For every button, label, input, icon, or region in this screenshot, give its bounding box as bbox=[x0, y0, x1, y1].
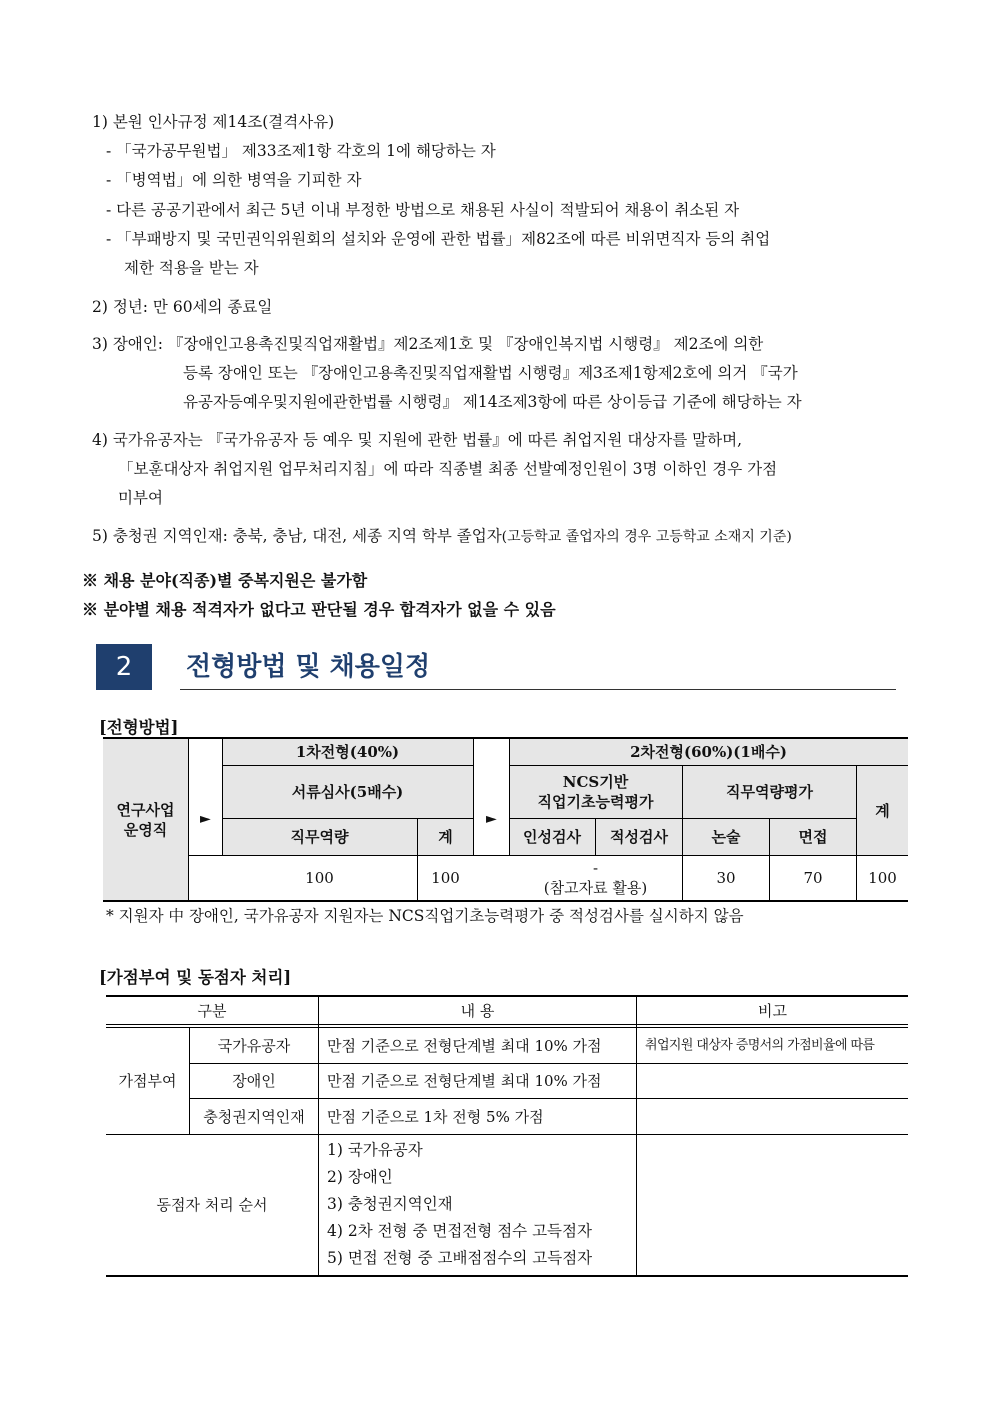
bonus-header-content: 내 용 bbox=[460, 1001, 495, 1020]
rule bbox=[106, 1024, 908, 1025]
bonus-cat-disabled: 장애인 bbox=[232, 1072, 276, 1090]
bonus-content-regional: 만점 기준으로 1차 전형 5% 가점 bbox=[327, 1107, 544, 1126]
bonus-header-category: 구분 bbox=[197, 1001, 227, 1020]
comp-interview: 면접 bbox=[798, 828, 828, 846]
comp-interview-value: 70 bbox=[803, 869, 823, 887]
stage1-col-competency: 직무역량 bbox=[290, 828, 349, 846]
tie-break-label: 동점자 처리 순서 bbox=[156, 1196, 268, 1214]
ncs-title: NCS기반 직업기초능력평가 bbox=[537, 773, 654, 811]
criteria-item-4-cont: 「보훈대상자 취업지원 업무처리지침」에 따라 직종별 최종 선발예정인원이 3명 이하인 경우 가점 bbox=[118, 460, 778, 478]
criteria-item-3: 3) 장애인: 『장애인고용촉진및직업재활법』제2조제1호 및 『장애인복지법 시행령』 제2조에 의한 bbox=[92, 335, 764, 353]
tie-item: 3) 충청권지역인재 bbox=[327, 1195, 453, 1213]
stage1-val-total: 100 bbox=[431, 869, 460, 887]
criteria-bullet-cont: 제한 적용을 받는 자 bbox=[124, 259, 259, 277]
ncs-personality: 인성검사 bbox=[523, 828, 581, 846]
note-duplicate: ※ 채용 분야(직종)별 중복지원은 불가함 bbox=[82, 571, 368, 590]
comp-essay-value: 30 bbox=[716, 869, 736, 887]
table-bottom-rule bbox=[106, 1275, 908, 1277]
ncs-value: - (참고자료 활용) bbox=[543, 859, 648, 897]
table-bottom-rule bbox=[103, 900, 908, 902]
criteria-bullet: - 다른 공공기관에서 최근 5년 이내 부정한 방법으로 채용된 사실이 적발되어 채용이 취소된 자 bbox=[106, 201, 740, 219]
tie-item: 1) 국가유공자 bbox=[327, 1141, 423, 1159]
criteria-item-5 bbox=[92, 526, 792, 547]
criteria-bullet: - 「부패방지 및 국민권익위원회의 설치와 운영에 관한 법률」제82조에 따른 비위면직자 등의 취업 bbox=[106, 230, 771, 248]
bonus-group-label: 가점부여 bbox=[118, 1072, 177, 1090]
job-title: 연구사업 운영직 bbox=[116, 800, 175, 839]
grand-total-value: 100 bbox=[868, 869, 897, 887]
stage1-col-total: 계 bbox=[438, 828, 453, 846]
tie-item: 4) 2차 전형 중 면접전형 점수 고득점자 bbox=[327, 1222, 592, 1240]
criteria-item-5-main: 5) 충청권 지역인재: 충북, 충남, 대전, 세종 지역 학부 졸업자 bbox=[92, 527, 502, 545]
comp-title: 직무역량평가 bbox=[726, 783, 813, 801]
rule bbox=[188, 738, 189, 901]
criteria-bullet: - 「국가공무원법」 제33조제1항 각호의 1에 해당하는 자 bbox=[106, 142, 496, 160]
bonus-cat-veteran: 국가유공자 bbox=[217, 1036, 291, 1055]
bonus-content-veteran: 만점 기준으로 전형단계별 최대 10% 가점 bbox=[327, 1036, 602, 1055]
section-divider bbox=[180, 689, 896, 690]
criteria-item-5-paren: (고등학교 졸업자의 경우 고등학교 소재지 기준) bbox=[501, 529, 792, 545]
selection-footnote: * 지원자 中 장애인, 국가유공자 지원자는 NCS직업기초능력평가 중 적성검사를 실시하지 않음 bbox=[106, 907, 744, 925]
bonus-note-veteran: 취업지원 대상자 증명서의 가점비율에 따름 bbox=[645, 1037, 875, 1053]
ncs-aptitude: 적성검사 bbox=[610, 828, 668, 846]
tie-item: 5) 면접 전형 중 고배점점수의 고득점자 bbox=[327, 1249, 593, 1267]
bonus-heading: [가점부여 및 동점자 처리] bbox=[99, 968, 292, 987]
tie-item: 2) 장애인 bbox=[327, 1168, 393, 1186]
grand-total-header: 계 bbox=[875, 801, 890, 820]
criteria-item-3-cont: 유공자등예우및지원에관한법률 시행령』 제14조제3항에 따른 상이등급 기준에 해당하는 자 bbox=[183, 393, 802, 411]
arrow-gap bbox=[473, 738, 509, 855]
rule bbox=[473, 738, 474, 855]
stage1-sub: 서류심사(5배수) bbox=[291, 783, 404, 801]
rule bbox=[318, 996, 319, 1276]
bonus-cat-regional: 충청권지역인재 bbox=[203, 1107, 305, 1126]
criteria-bullet: - 「병역법」에 의한 병역을 기피한 자 bbox=[106, 171, 362, 189]
comp-essay: 논술 bbox=[711, 828, 741, 846]
criteria-item-4: 4) 국가유공자는 『국가유공자 등 예우 및 지원에 관한 법률』에 따른 취업지원 대상자를 말하며, bbox=[92, 431, 742, 449]
arrow-gap bbox=[188, 738, 222, 855]
section-number: 2 bbox=[96, 644, 152, 690]
section-title: 전형방법 및 채용일정 bbox=[186, 652, 431, 682]
selection-heading: [전형방법] bbox=[99, 718, 179, 737]
criteria-item-1: 1) 본원 인사규정 제14조(결격사유) bbox=[92, 113, 335, 131]
bonus-header-note: 비고 bbox=[758, 1001, 787, 1020]
rule bbox=[636, 996, 637, 1276]
stage1-title: 1차전형(40%) bbox=[295, 742, 400, 761]
stage1-val-competency: 100 bbox=[305, 869, 334, 887]
arrow-right-icon: ► bbox=[486, 811, 497, 827]
stage2-title: 2차전형(60%)(1배수) bbox=[630, 742, 787, 761]
criteria-item-4-cont: 미부여 bbox=[118, 489, 163, 507]
note-no-pass: ※ 분야별 채용 적격자가 없다고 판단될 경우 합격자가 없을 수 있음 bbox=[82, 600, 556, 619]
criteria-item-3-cont: 등록 장애인 또는 『장애인고용촉진및직업재활법 시행령』제3조제1항제2호에 의거 『국가 bbox=[183, 364, 798, 382]
bonus-content-disabled: 만점 기준으로 전형단계별 최대 10% 가점 bbox=[327, 1072, 602, 1090]
criteria-item-2: 2) 정년: 만 60세의 종료일 bbox=[92, 298, 273, 316]
arrow-right-icon: ► bbox=[200, 811, 211, 827]
